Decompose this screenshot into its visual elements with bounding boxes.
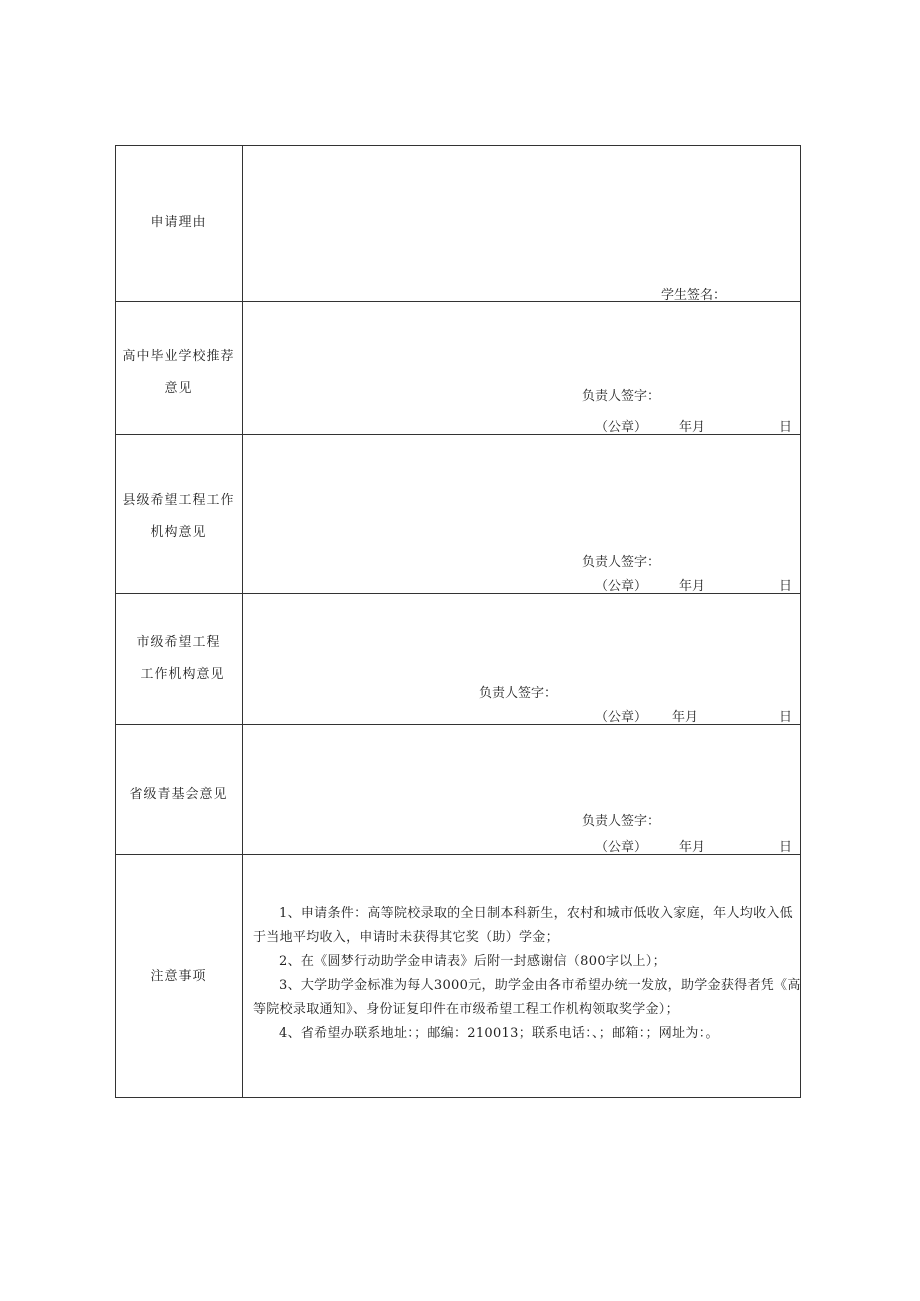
table-border-left — [115, 145, 116, 1098]
seal-label: （公章） — [595, 579, 648, 594]
note-item: 1、申请条件：高等院校录取的全日制本科新生，农村和城市低收入家庭，年人均收入低于当地平均收入，申请时未获得其它奖（助）学金； — [253, 906, 793, 945]
application-form-table — [115, 145, 801, 1098]
signature-label: 负责人签字： — [479, 686, 558, 701]
day-label: 日 — [779, 710, 793, 725]
note-item: 3、大学助学金标准为每人3000元，助学金由各市希望办统一发放，助学金获得者凭《高等院校录取通知》、身份证复印件在市级希望工程工作机构领取奖学金）； — [253, 978, 801, 1017]
label-city-hope-project: 市级希望工程 工作机构意见 — [136, 635, 225, 682]
label-provincial-youth-foundation: 省级青基会意见 — [129, 787, 228, 802]
day-label: 日 — [779, 420, 793, 435]
signature-label: 负责人签字： — [582, 814, 661, 829]
table-border-top — [115, 145, 801, 146]
year-month-label: 年月 — [672, 710, 699, 725]
day-label: 日 — [779, 579, 793, 594]
year-month-label: 年月 — [679, 579, 706, 594]
seal-label: （公章） — [595, 710, 648, 725]
column-divider — [242, 145, 243, 1098]
student-signature-label: 学生签名： — [661, 288, 727, 303]
label-high-school-recommendation: 高中毕业学校推荐 意见 — [122, 349, 235, 396]
row-divider — [115, 724, 801, 725]
table-border-bottom — [115, 1097, 801, 1098]
day-label: 日 — [779, 840, 793, 855]
notes-content — [253, 902, 801, 1046]
seal-label: （公章） — [595, 420, 648, 435]
note-item: 2、在《圆梦行动助学金申请表》后附一封感谢信（800字以上）； — [279, 954, 666, 969]
label-county-hope-project: 县级希望工程工作 机构意见 — [122, 493, 235, 540]
signature-label: 负责人签字： — [582, 389, 661, 404]
year-month-label: 年月 — [679, 420, 706, 435]
label-application-reason: 申请理由 — [150, 215, 207, 230]
year-month-label: 年月 — [679, 840, 706, 855]
seal-label: （公章） — [595, 840, 648, 855]
note-item: 4、省希望办联系地址：；邮编：210013；联系电话：、；邮箱：；网址为：。 — [279, 1026, 719, 1041]
signature-label: 负责人签字： — [582, 555, 661, 570]
label-notes: 注意事项 — [150, 969, 207, 984]
